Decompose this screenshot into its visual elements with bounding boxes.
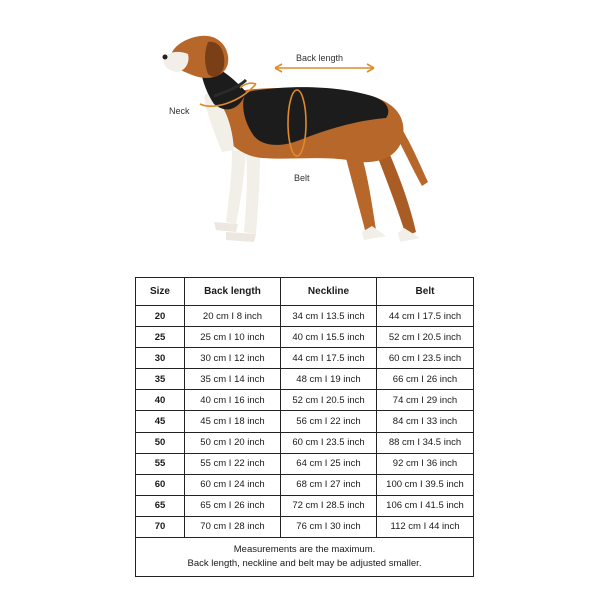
size-cell: 20 [136,306,185,327]
back-length-cell: 30 cm I 12 inch [185,348,281,369]
neckline-cell: 68 cm I 27 inch [281,474,377,495]
neckline-cell: 60 cm I 23.5 inch [281,432,377,453]
belt-cell: 52 cm I 20.5 inch [377,327,474,348]
belt-cell: 44 cm I 17.5 inch [377,306,474,327]
neckline-cell: 72 cm I 28.5 inch [281,495,377,516]
neckline-cell: 34 cm I 13.5 inch [281,306,377,327]
table-row [136,306,474,327]
size-cell: 60 [136,474,185,495]
header-neckline: Neckline [281,278,377,306]
neckline-cell: 52 cm I 20.5 inch [281,390,377,411]
size-cell: 55 [136,453,185,474]
header-size: Size [136,278,185,306]
belt-cell: 74 cm I 29 inch [377,390,474,411]
table-row [136,327,474,348]
neckline-cell: 64 cm I 25 inch [281,453,377,474]
size-cell: 25 [136,327,185,348]
note-line-1: Measurements are the maximum. [233,544,376,556]
measurement-note [136,538,474,577]
table-row [136,516,474,537]
belt-cell: 106 cm I 41.5 inch [377,495,474,516]
neckline-cell: 40 cm I 15.5 inch [281,327,377,348]
back-length-label: Back length [296,53,344,63]
size-cell: 35 [136,369,185,390]
belt-cell: 88 cm I 34.5 inch [377,432,474,453]
neckline-cell: 48 cm I 19 inch [281,369,377,390]
back-length-cell: 40 cm I 16 inch [185,390,281,411]
belt-cell: 112 cm I 44 inch [377,516,474,537]
table-row [136,432,474,453]
neck-label: Neck [169,106,190,116]
back-length-cell: 50 cm I 20 inch [185,432,281,453]
belt-cell: 84 cm I 33 inch [377,411,474,432]
dog-illustration [0,0,610,262]
size-cell: 40 [136,390,185,411]
table-row [136,390,474,411]
size-cell: 70 [136,516,185,537]
table-header-row [136,278,474,306]
belt-cell: 100 cm I 39.5 inch [377,474,474,495]
belt-cell: 92 cm I 36 inch [377,453,474,474]
table-row [136,348,474,369]
neckline-cell: 44 cm I 17.5 inch [281,348,377,369]
belt-label: Belt [294,173,310,183]
size-cell: 30 [136,348,185,369]
size-chart-table [135,277,474,577]
note-line-2: Back length, neckline and belt may be adjusted smaller. [187,558,422,570]
back-length-cell: 35 cm I 14 inch [185,369,281,390]
belt-cell: 60 cm I 23.5 inch [377,348,474,369]
size-cell: 50 [136,432,185,453]
back-length-cell: 60 cm I 24 inch [185,474,281,495]
table-row [136,474,474,495]
table-note-row [136,538,474,577]
back-length-cell: 20 cm I 8 inch [185,306,281,327]
back-length-cell: 55 cm I 22 inch [185,453,281,474]
header-belt: Belt [377,278,474,306]
table-row [136,453,474,474]
dog-measurement-figure [0,0,610,262]
back-length-cell: 45 cm I 18 inch [185,411,281,432]
neckline-cell: 76 cm I 30 inch [281,516,377,537]
table-row [136,369,474,390]
back-length-cell: 70 cm I 28 inch [185,516,281,537]
size-cell: 45 [136,411,185,432]
neckline-cell: 56 cm I 22 inch [281,411,377,432]
table-row [136,411,474,432]
back-length-cell: 65 cm I 26 inch [185,495,281,516]
header-back-length: Back length [185,278,281,306]
table-row [136,495,474,516]
size-cell: 65 [136,495,185,516]
belt-cell: 66 cm I 26 inch [377,369,474,390]
back-length-cell: 25 cm I 10 inch [185,327,281,348]
